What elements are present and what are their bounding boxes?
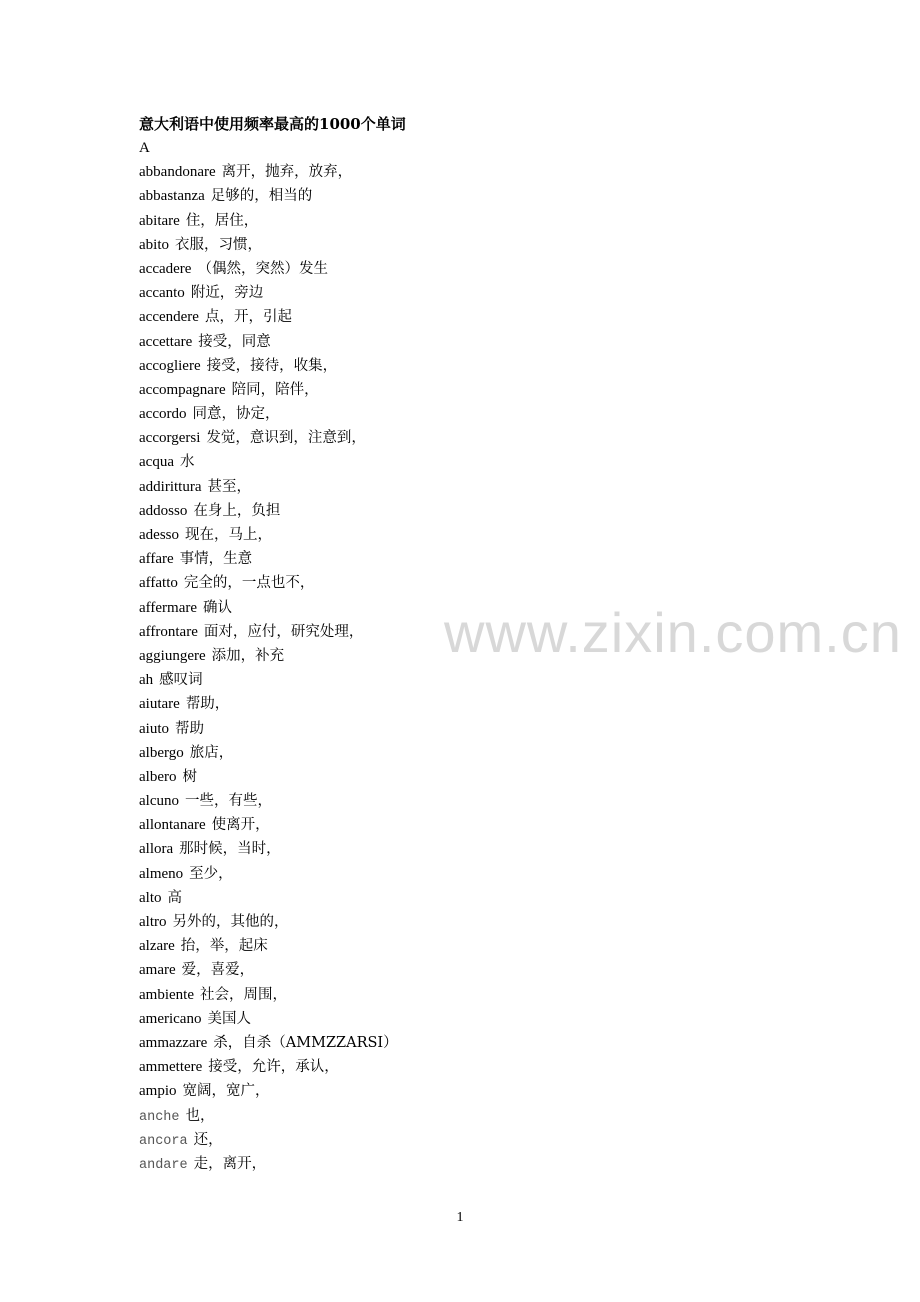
entry-word: adesso (139, 527, 179, 543)
vocabulary-entry (139, 476, 398, 500)
entry-word: accendere (139, 309, 199, 326)
entry-meaning: 美国人 (207, 1010, 251, 1027)
entry-word: alcuno (139, 793, 179, 810)
entry-word: ambiente (139, 986, 194, 1003)
entry-word: affare (139, 551, 174, 568)
document-title: 意大利语中使用频率最高的1000个单词 (139, 115, 406, 133)
entry-meaning: 社会，周围， (199, 986, 287, 1003)
entry-meaning: 高 (167, 889, 182, 906)
entry-word: abitare (139, 212, 180, 229)
vocabulary-entry (139, 355, 398, 379)
vocabulary-entry (139, 718, 398, 742)
entry-meaning: 帮助， (185, 696, 230, 713)
vocabulary-entry (139, 451, 398, 475)
vocabulary-entry (139, 234, 398, 258)
entry-word: accordo (139, 406, 187, 423)
vocabulary-entry (139, 331, 398, 355)
entry-word: altro (139, 914, 167, 930)
vocabulary-entry (139, 742, 398, 766)
entry-meaning: 爱，喜爱， (181, 962, 255, 979)
entry-word: aggiungere (139, 647, 206, 664)
entry-meaning: 水 (179, 454, 195, 471)
entry-word: allora (139, 841, 174, 858)
entry-meaning: 那时候，当时， (179, 841, 281, 858)
entry-meaning: 足够的，相当的 (210, 188, 313, 205)
entry-meaning: 事情，生意 (179, 551, 253, 568)
entry-word: alzare (139, 938, 175, 955)
vocabulary-entry (139, 548, 398, 572)
entry-word: albergo (139, 744, 184, 761)
entry-word: ah (139, 672, 154, 689)
vocabulary-entry (139, 500, 398, 524)
entry-meaning: 至少， (189, 865, 233, 882)
vocabulary-entry (139, 911, 398, 935)
entry-meaning: 点，开，引起 (204, 309, 292, 326)
entry-meaning: 抬，举，起床 (180, 938, 268, 955)
entry-meaning: 旅店， (189, 744, 234, 761)
vocabulary-entry (139, 1129, 398, 1153)
entry-meaning: 使离开， (211, 817, 270, 834)
entry-word: aiutare (139, 696, 180, 713)
entry-meaning: 走，离开， (193, 1155, 267, 1172)
entry-meaning: （偶然，突然）发生 (197, 260, 328, 277)
vocabulary-entry (139, 572, 398, 596)
vocabulary-entry (139, 887, 398, 911)
entry-word: affermare (139, 599, 198, 616)
entry-meaning: 确认 (203, 599, 233, 616)
vocabulary-entry (139, 1080, 398, 1104)
entry-meaning: 发觉，意识到，注意到， (206, 430, 366, 447)
entry-meaning: 陪同，陪伴， (231, 381, 319, 398)
vocabulary-entry (139, 524, 398, 548)
vocabulary-entry (139, 621, 398, 645)
entry-word: americano (139, 1010, 202, 1027)
entry-meaning: 接受，允许，承认， (208, 1059, 339, 1076)
section-letter-text: A (139, 140, 150, 156)
entry-word: accadere (139, 260, 192, 277)
entry-word: abbastanza (139, 188, 205, 205)
entry-word: ancora (139, 1133, 188, 1149)
vocabulary-entry (139, 790, 398, 814)
vocabulary-entry (139, 1056, 398, 1080)
entry-word: allontanare (139, 817, 206, 834)
vocabulary-entry (139, 1105, 398, 1129)
watermark: www.zixin.com.cn (444, 601, 902, 664)
entry-meaning: 接受，同意 (198, 333, 271, 350)
entry-meaning: 宽阔，宽广， (182, 1083, 270, 1100)
vocabulary-entry (139, 403, 398, 427)
page-number: 1 (456, 1210, 464, 1225)
entry-meaning: 一些，有些， (184, 793, 272, 810)
vocabulary-entry (139, 1153, 398, 1177)
entry-meaning: 甚至， (207, 478, 251, 495)
entry-word: affatto (139, 575, 178, 592)
entry-meaning: 添加，补充 (211, 647, 285, 664)
entry-meaning: 感叹词 (159, 672, 203, 689)
entry-word: accanto (139, 285, 185, 302)
entry-word: ampio (139, 1083, 177, 1100)
vocabulary-list (139, 137, 398, 1177)
entry-word: accorgersi (139, 430, 201, 447)
vocabulary-entry (139, 427, 398, 451)
vocabulary-entry (139, 210, 398, 234)
entry-meaning: 衣服，习惯， (175, 236, 262, 253)
entry-meaning: 住，居住， (185, 212, 259, 229)
entry-meaning: 另外的，其他的， (172, 914, 289, 930)
entry-word: aiuto (139, 720, 169, 737)
vocabulary-entry (139, 379, 398, 403)
entry-word: abito (139, 236, 169, 253)
entry-meaning: 还， (193, 1131, 223, 1148)
entry-meaning: 面对，应付，研究处理， (203, 623, 364, 640)
entry-word: accogliere (139, 357, 201, 374)
entry-word: addosso (139, 502, 188, 519)
entry-meaning: 同意，协定， (192, 406, 280, 423)
entry-meaning: 在身上，负担 (193, 502, 281, 519)
entry-meaning: 也， (185, 1107, 215, 1124)
vocabulary-entry (139, 1032, 398, 1056)
entry-word: addirittura (139, 478, 202, 495)
vocabulary-entry (139, 838, 398, 862)
entry-word: amare (139, 962, 176, 979)
entry-word: alto (139, 889, 162, 906)
vocabulary-entry (139, 669, 398, 693)
vocabulary-entry (139, 766, 398, 790)
entry-meaning: 接受，接待，收集， (206, 357, 338, 374)
vocabulary-entry (139, 282, 398, 306)
vocabulary-entry (139, 185, 398, 209)
entry-word: ammettere (139, 1059, 203, 1076)
vocabulary-entry (139, 984, 398, 1008)
vocabulary-entry (139, 258, 398, 282)
vocabulary-entry (139, 1008, 398, 1032)
entry-meaning: 附近，旁边 (190, 285, 264, 302)
entry-meaning: 现在，马上， (185, 527, 272, 543)
entry-word: accettare (139, 333, 193, 350)
vocabulary-entry (139, 863, 398, 887)
vocabulary-entry (139, 645, 398, 669)
entry-word: ammazzare (139, 1034, 208, 1051)
vocabulary-entry (139, 306, 398, 330)
entry-meaning: 离开，抛弃，放弃， (221, 164, 353, 181)
vocabulary-entry (139, 935, 398, 959)
entry-word: almeno (139, 865, 184, 882)
vocabulary-entry (139, 814, 398, 838)
entry-word: albero (139, 768, 177, 785)
entry-meaning: 完全的，一点也不， (183, 575, 315, 592)
entry-word: andare (139, 1157, 188, 1173)
entry-meaning: 杀，自杀（AMMZZARSI） (213, 1034, 398, 1051)
vocabulary-entry (139, 161, 398, 185)
entry-word: abbandonare (139, 164, 216, 181)
vocabulary-entry (139, 693, 398, 717)
entry-word: anche (139, 1109, 180, 1125)
vocabulary-entry (139, 597, 398, 621)
vocabulary-entry (139, 959, 398, 983)
entry-word: acqua (139, 454, 174, 471)
entry-word: accompagnare (139, 381, 226, 398)
entry-meaning: 帮助 (175, 720, 204, 737)
section-letter (139, 137, 398, 161)
entry-meaning: 树 (182, 768, 197, 785)
entry-word: affrontare (139, 623, 198, 640)
